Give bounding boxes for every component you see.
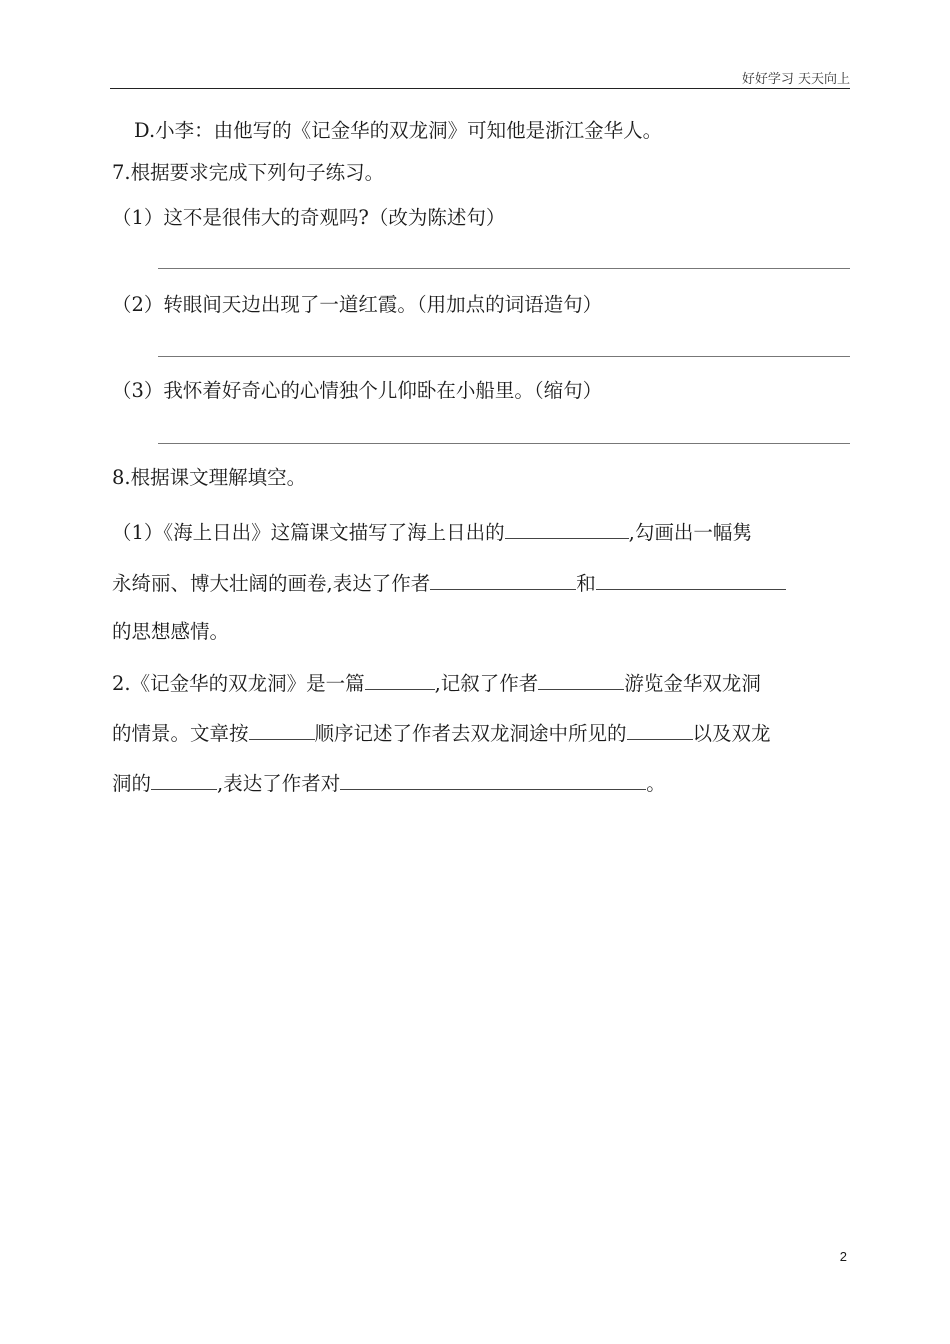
q8-p2-text-e: 顺序记述了作者去双龙洞途中所见的 [314,722,627,745]
answer-line-1[interactable] [158,268,850,269]
q6-option-d: D.小李：由他写的《记金华的双龙洞》可知他是浙江金华人。 [134,119,663,142]
q8-p2-line3 [112,767,850,799]
q7-sentence-2: （2）转眼间天边出现了一道红霞。（用加点的词语造句） [112,293,603,316]
q8-p2-text-a: 2.《记金华的双龙洞》是一篇 [112,672,365,695]
fill-blank[interactable] [596,567,786,590]
q8-title: 8.根据课文理解填空。 [112,466,307,489]
fill-blank[interactable] [365,667,435,690]
q8-p2-text-g: 洞的 [112,772,152,795]
fill-blank[interactable] [627,717,693,740]
header-divider [110,88,850,89]
answer-line-3[interactable] [158,443,850,444]
q7-sentence-1: （1）这不是很伟大的奇观吗?（改为陈述句） [112,206,506,229]
fill-blank[interactable] [151,767,217,790]
answer-line-2[interactable] [158,356,850,357]
q8-p2-text-i: 。 [646,772,666,795]
q8-p1-text-a: （1）《海上日出》这篇课文描写了海上日出的 [112,521,505,544]
q8-p2-line1 [112,667,850,699]
q8-p1-text-d: 和 [576,572,596,595]
q8-p2-text-h: ,表达了作者对 [217,772,341,795]
q8-p1-line3: 的思想感情。 [112,620,230,643]
q8-p1-text-b: ,勾画出一幅隽 [628,521,752,544]
q7-title: 7.根据要求完成下列句子练习。 [112,161,385,184]
q8-p2-text-f: 以及双龙 [692,722,771,745]
page-number: 2 [839,1249,847,1264]
fill-blank[interactable] [249,717,315,740]
fill-blank[interactable] [430,567,576,590]
q8-p2-text-d: 的情景。文章按 [112,722,249,745]
fill-blank[interactable] [505,516,629,539]
page-header-text: 好好学习 天天向上 [741,72,850,87]
q8-p2-text-c: 游览金华双龙洞 [624,672,761,695]
fill-blank[interactable] [340,767,646,790]
q7-sentence-3: （3）我怀着好奇心的心情独个儿仰卧在小船里。（缩句） [112,379,603,402]
q8-p2-text-b: ,记叙了作者 [434,672,539,695]
q8-p1-text-c: 永绮丽、博大壮阔的画卷,表达了作者 [112,572,431,595]
q8-p2-line2 [112,717,850,749]
q8-p1-line1 [112,516,850,548]
q8-p1-line2 [112,567,850,599]
fill-blank[interactable] [538,667,624,690]
